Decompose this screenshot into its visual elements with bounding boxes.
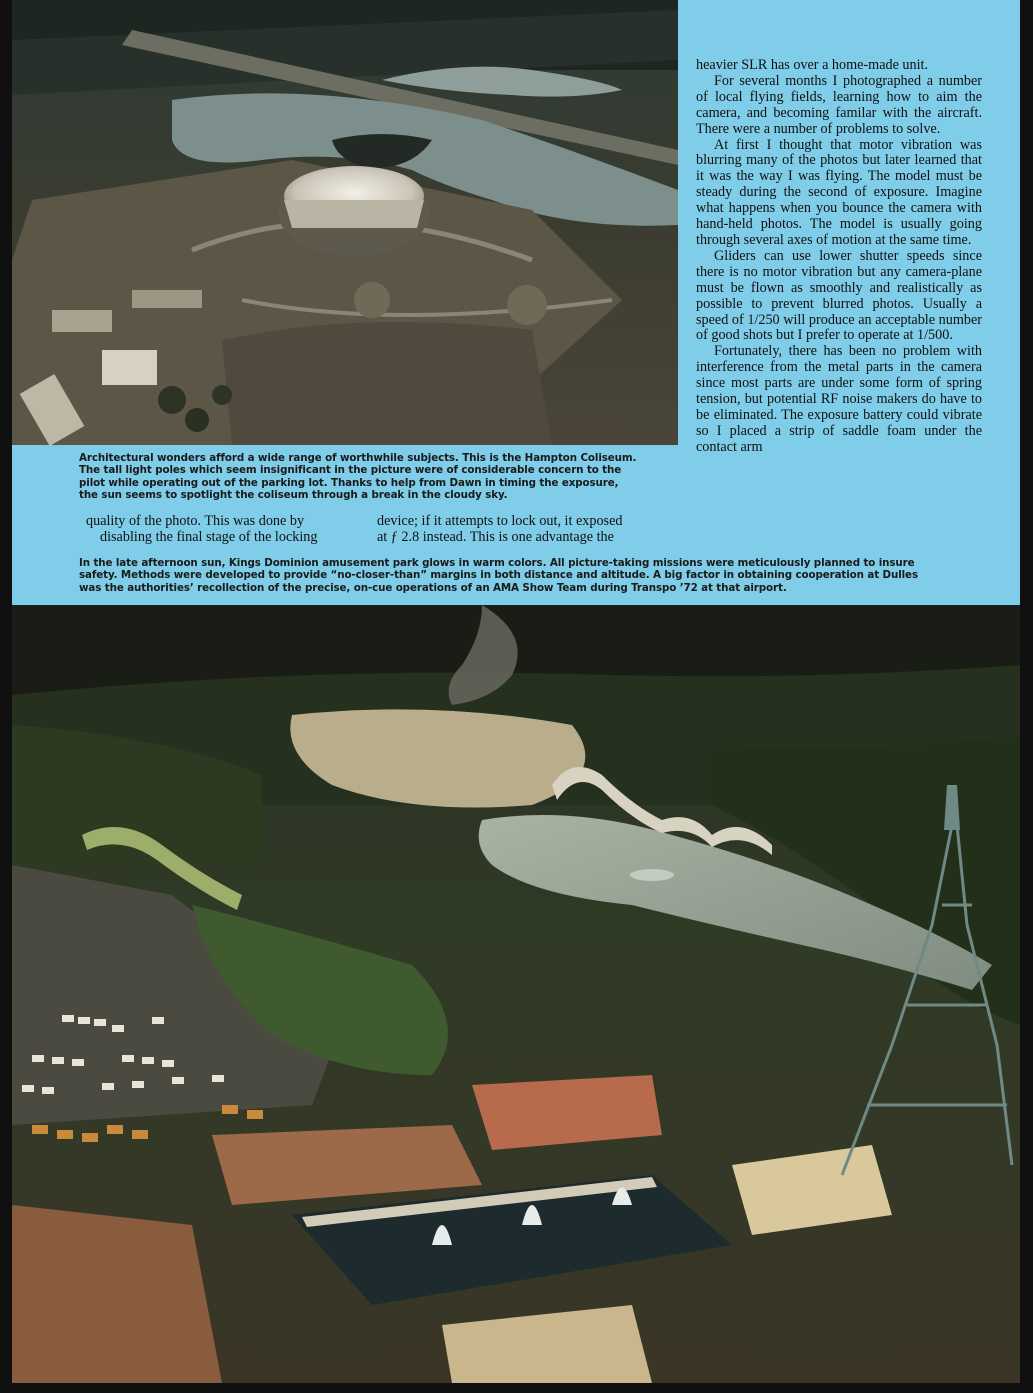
caption-hampton-coliseum — [79, 452, 636, 502]
caption-line: Architectural wonders afford a wide range of worthwhile subjects. This is the Hampton Coliseum. — [79, 452, 637, 464]
caption-kings-dominion — [79, 557, 918, 594]
paragraph-4: Gliders can use lower shutter speeds since there is no motor vibration but any camera-plane must be flown as smoothly and realistically as possible to prevent blurred photos. Usually a speed of 1/250 will produce an acceptable number of good shots but I prefer to operate at 1/500. — [696, 247, 982, 344]
mid-column-line-1: device; if it attempts to lock out, it exposed — [377, 513, 623, 529]
kings-dominion-photo — [12, 605, 1020, 1383]
paragraph-3: At first I thought that motor vibration was blurring many of the photos but later learned that it was the way I was flying. The model must be steady during the second of exposure. Imagine what happens when you bounce the camera with hand-held photos. The model is usually going through several axes of motion at the same time. — [696, 136, 982, 248]
caption-line: safety. Methods were developed to provide “no-closer-than” margins in both distance and altitude. A big factor in obtaining cooperation at Dulles — [79, 569, 918, 582]
paragraph-2: For several months I photographed a number of local flying fields, learning how to aim the camera, and becoming familar with the aircraft. There were a number of problems to solve. — [696, 72, 982, 137]
hampton-coliseum-photo — [12, 0, 678, 445]
left-column-line-2: disabling the final stage of the locking — [100, 529, 318, 545]
caption-line: The tall light poles which seem insignificant in the picture were of considerable concern to the — [79, 464, 622, 477]
paragraph-5: Fortunately, there has been no problem with interference from the metal parts in the camera since most parts are under some form of spring tension, but potential RF noise makers do have to be eliminated. The exposure battery could vibrate so I placed a strip of saddle foam under the contact arm — [696, 343, 982, 455]
caption-line: the sun seems to spotlight the coliseum through a break in the cloudy sky. — [79, 489, 508, 502]
caption-line: In the late afternoon sun, Kings Dominion amusement park glows in warm colors. All picture-taking missions were meticulously planned to insure — [79, 557, 915, 569]
mid-column-line-2: at ƒ 2.8 instead. This is one advantage the — [377, 529, 614, 545]
caption-line: was the authorities’ recollection of the precise, on-cue operations of an AMA Show Team during Transpo ’72 at that airport. — [79, 581, 787, 594]
left-column-line-1: quality of the photo. This was done by — [86, 513, 305, 529]
caption-line: pilot while operating out of the parking lot. Thanks to help from Dawn in timing the exposure, — [79, 476, 619, 489]
paragraph-1: heavier SLR has over a home-made unit. — [696, 57, 929, 73]
article-column-right — [696, 58, 982, 456]
